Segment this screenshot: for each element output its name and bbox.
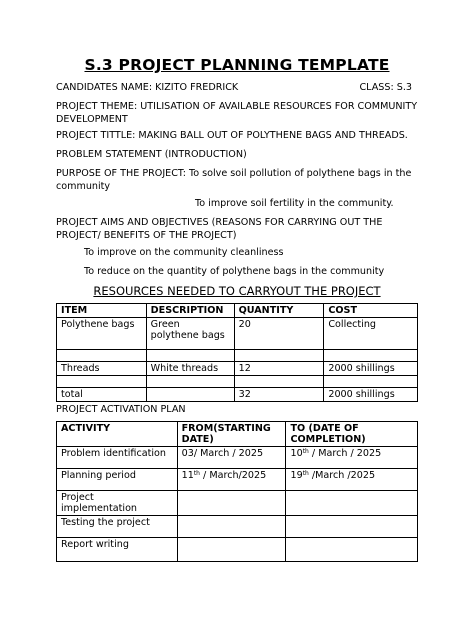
to-cell xyxy=(286,469,418,491)
date-suffix: th xyxy=(302,470,309,477)
to-cell xyxy=(286,516,418,538)
activation-heading: PROJECT ACTIVATION PLAN xyxy=(56,404,186,415)
problem-statement: PROBLEM STATEMENT (INTRODUCTION) xyxy=(56,149,247,160)
header-cost: COST xyxy=(324,304,418,318)
table-cell xyxy=(146,350,234,362)
to-cell xyxy=(286,447,418,469)
table-cell xyxy=(324,376,418,388)
table-row xyxy=(57,491,418,516)
table-cell: White threads xyxy=(146,362,234,376)
table-cell xyxy=(234,376,324,388)
date-rest: /March /2025 xyxy=(308,470,376,481)
table-row xyxy=(57,538,418,562)
date-day: 10 xyxy=(290,448,303,459)
header-to: TO (DATE OF COMPLETION) xyxy=(286,422,418,447)
date-day: 11 xyxy=(181,470,194,481)
table-cell xyxy=(57,350,147,362)
from-cell xyxy=(177,469,286,491)
resources-table xyxy=(56,303,418,402)
table-cell: 32 xyxy=(234,388,324,402)
table-row xyxy=(57,362,418,376)
table-cell xyxy=(146,376,234,388)
table-cell: Threads xyxy=(57,362,147,376)
date-suffix: th xyxy=(302,448,309,455)
candidate-class: CLASS: S.3 xyxy=(359,82,412,93)
date-rest: / March / 2025 xyxy=(308,448,382,459)
table-cell: Polythene bags xyxy=(57,318,147,350)
table-cell: 12 xyxy=(234,362,324,376)
project-purpose-2: To improve soil fertility in the community. xyxy=(195,198,394,209)
from-cell xyxy=(177,516,286,538)
header-activity: ACTIVITY xyxy=(57,422,178,447)
from-cell: 03/ March / 2025 xyxy=(177,447,286,469)
activity-cell: Planning period xyxy=(57,469,178,491)
table-row xyxy=(57,318,418,350)
candidate-name: CANDIDATES NAME: KIZITO FREDRICK xyxy=(56,82,239,93)
table-cell xyxy=(324,350,418,362)
resources-heading: RESOURCES NEEDED TO CARRYOUT THE PROJECT xyxy=(93,284,381,298)
table-header-row xyxy=(57,304,418,318)
date-rest: / March/2025 xyxy=(199,470,267,481)
header-from: FROM(STARTING DATE) xyxy=(177,422,286,447)
date-suffix: th xyxy=(193,470,200,477)
table-cell: Green polythene bags xyxy=(146,318,234,350)
table-row xyxy=(57,469,418,491)
candidate-line xyxy=(56,82,418,95)
aims-heading: PROJECT AIMS AND OBJECTIVES (REASONS FOR CARRYING OUT THE PROJECT/ BENEFITS OF THE PROJECT) xyxy=(56,217,383,241)
to-cell xyxy=(286,538,418,562)
table-header-row xyxy=(57,422,418,447)
from-cell xyxy=(177,538,286,562)
aim-item: To improve on the community cleanliness xyxy=(84,247,284,258)
from-cell xyxy=(177,491,286,516)
table-cell: 20 xyxy=(234,318,324,350)
date-day: 19 xyxy=(290,470,303,481)
table-cell xyxy=(57,376,147,388)
header-description: DESCRIPTION xyxy=(146,304,234,318)
table-cell: total xyxy=(57,388,147,402)
table-cell: 2000 shillings xyxy=(324,388,418,402)
project-theme: PROJECT THEME: UTILISATION OF AVAILABLE RESOURCES FOR COMMUNITY DEVELOPMENT xyxy=(56,101,418,125)
project-purpose: PURPOSE OF THE PROJECT: To solve soil pollution of polythene bags in the community xyxy=(56,168,412,192)
table-row xyxy=(57,350,418,362)
activity-cell: Problem identification xyxy=(57,447,178,469)
table-row xyxy=(57,376,418,388)
table-row xyxy=(57,516,418,538)
activity-cell: Testing the project xyxy=(57,516,178,538)
project-title: PROJECT TITTLE: MAKING BALL OUT OF POLYTHENE BAGS AND THREADS. xyxy=(56,130,408,141)
activity-cell: Project implementation xyxy=(57,491,178,516)
activation-table xyxy=(56,421,418,562)
page-title: S.3 PROJECT PLANNING TEMPLATE xyxy=(84,56,390,74)
header-quantity: QUANTITY xyxy=(234,304,324,318)
table-cell xyxy=(234,350,324,362)
activity-cell: Report writing xyxy=(57,538,178,562)
table-row xyxy=(57,388,418,402)
aim-item: To reduce on the quantity of polythene bags in the community xyxy=(84,266,385,277)
header-item: ITEM xyxy=(57,304,147,318)
table-cell: Collecting xyxy=(324,318,418,350)
table-cell xyxy=(146,388,234,402)
to-cell xyxy=(286,491,418,516)
table-row xyxy=(57,447,418,469)
table-cell: 2000 shillings xyxy=(324,362,418,376)
